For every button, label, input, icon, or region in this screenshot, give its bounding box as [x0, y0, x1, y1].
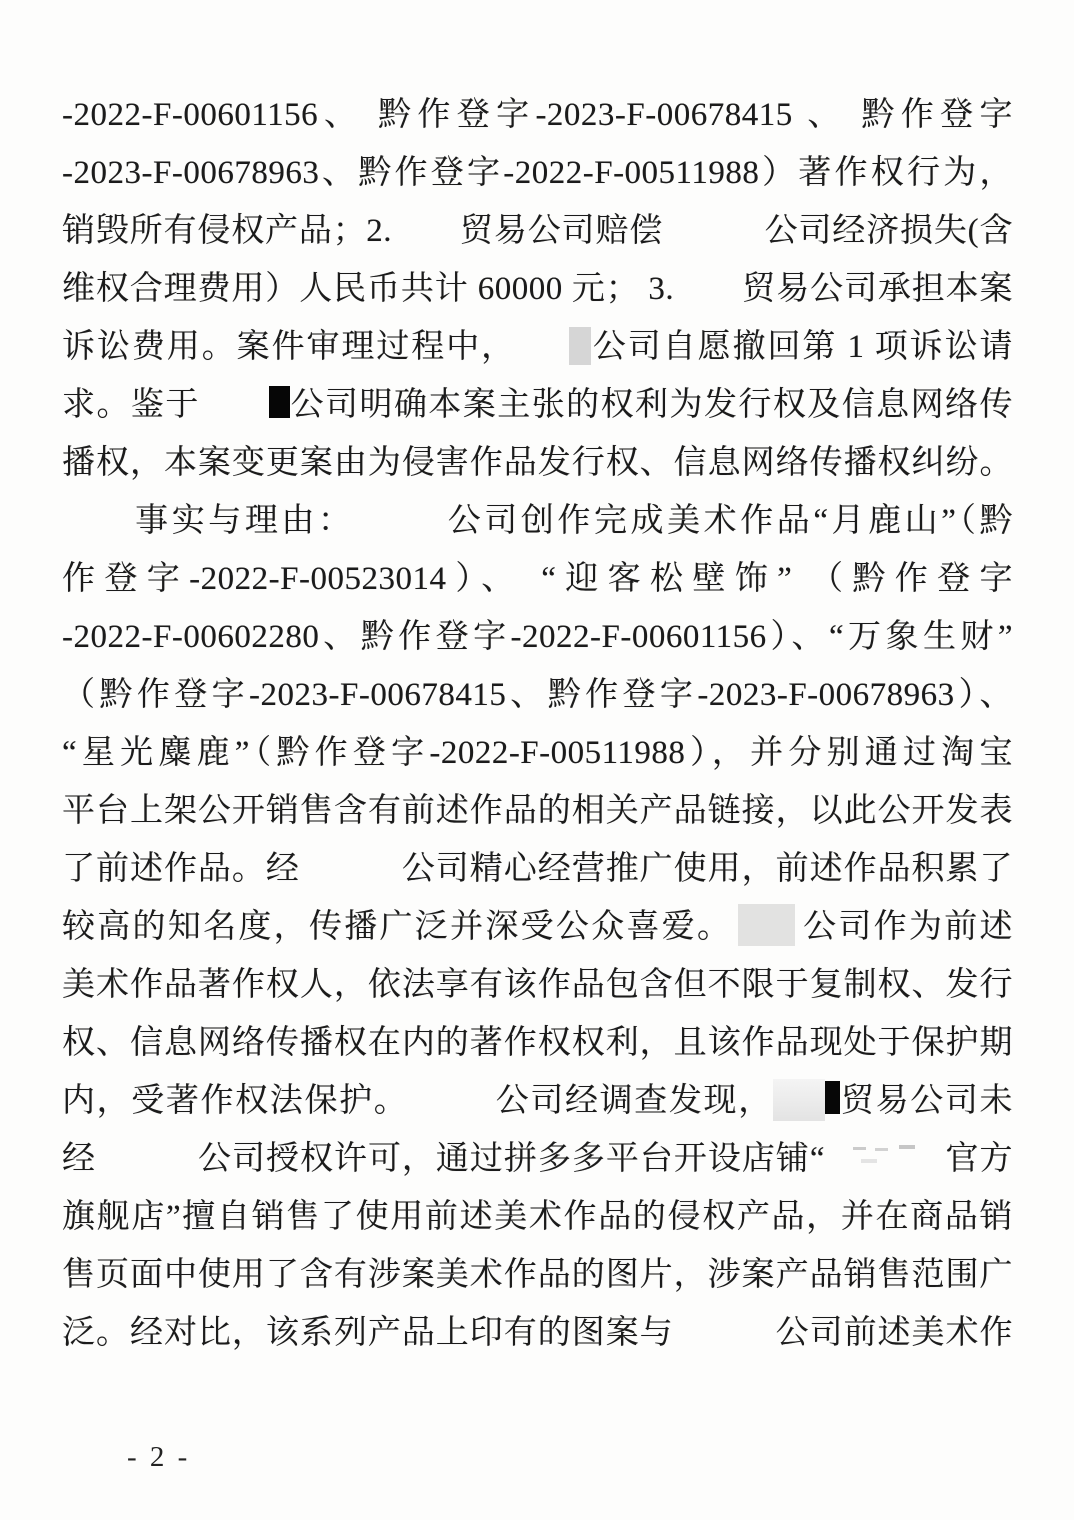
- text-line-7: 播权，本案变更案由为侵害作品发行权、信息网络传播权纠纷。: [62, 445, 1013, 481]
- text-line-12: “星光麋鹿”（黔作登字-2022-F-00511988），并分别通过淘宝: [62, 735, 1013, 771]
- text-segment: 诉讼费用。案件审理过程中，: [62, 329, 570, 365]
- text-segment: 公司自愿撤回第 1 项诉讼请: [591, 329, 1014, 365]
- text-segment: 公司作为前述: [801, 909, 1014, 945]
- page-number: - 2 -: [127, 1441, 191, 1473]
- text-line-14: 了前述作品。经 公司精心经营推广使用，前述作品积累了: [62, 851, 1013, 887]
- redaction-grey-smudge: [773, 1079, 825, 1121]
- redaction-black-box-small: [825, 1081, 840, 1114]
- text-line-16: 美术作品著作权人，依法享有该作品包含但不限于复制权、发行: [62, 967, 1013, 1003]
- text-line-18: [62, 1072, 1013, 1130]
- redaction-black-box: [269, 386, 290, 418]
- text-line-17: 权、信息网络传播权在内的著作权权利，且该作品现处于保护期: [62, 1025, 1013, 1061]
- text-line-15: [62, 898, 1013, 956]
- text-segment: 公司明确本案主张的权利为发行权及信息网络传: [289, 387, 1014, 423]
- text-line-5: [62, 318, 1013, 376]
- text-line-20: 旗舰店”擅自销售了使用前述美术作品的侵权产品，并在商品销: [62, 1199, 1013, 1235]
- text-segment: 贸易公司未: [839, 1083, 1014, 1119]
- text-line-1: -2022-F-00601156、 黔作登字-2023-F-00678415 、 黔作登字: [62, 97, 1013, 133]
- document-body: [62, 86, 1013, 1362]
- text-segment: 官方: [945, 1141, 1014, 1177]
- redaction-grey-box: [738, 904, 795, 946]
- redaction-grey-bar: [569, 327, 591, 365]
- text-segment: 内，受著作权法保护。 公司经调查发现，: [62, 1083, 773, 1119]
- text-line-4: 维权合理费用）人民币共计 60000 元； 3. 贸易公司承担本案: [62, 271, 1013, 307]
- text-line-22: 泛。经对比，该系列产品上印有的图案与 公司前述美术作: [62, 1315, 1013, 1351]
- redaction-faint-marks: [825, 1142, 945, 1175]
- text-segment: 经 公司授权许可，通过拼多多平台开设店铺“: [62, 1141, 826, 1177]
- text-line-6: [62, 376, 1013, 434]
- text-line-9: 作登字-2022-F-00523014）、 “迎客松壁饰” （黔作登字: [62, 561, 1013, 597]
- text-line-13: 平台上架公开销售含有前述作品的相关产品链接，以此公开发表: [62, 793, 1013, 829]
- text-line-11: （黔作登字-2023-F-00678415、黔作登字-2023-F-00678963）、: [62, 677, 1013, 713]
- text-segment: 求。鉴于: [62, 387, 269, 423]
- text-line-10: -2022-F-00602280、黔作登字-2022-F-00601156）、“万象生财”: [62, 619, 1013, 655]
- text-line-19: [62, 1130, 1013, 1188]
- text-line-8: 事实与理由： 公司创作完成美术作品“月鹿山”（黔: [62, 503, 1013, 539]
- text-line-2: -2023-F-00678963、黔作登字-2022-F-00511988）著作权行为，: [62, 155, 1013, 191]
- text-line-3: 销毁所有侵权产品；2. 贸易公司赔偿 公司经济损失(含: [62, 213, 1013, 249]
- text-segment: 较高的知名度，传播广泛并深受公众喜爱。: [62, 909, 733, 945]
- text-line-21: 售页面中使用了含有涉案美术作品的图片，涉案产品销售范围广: [62, 1257, 1013, 1293]
